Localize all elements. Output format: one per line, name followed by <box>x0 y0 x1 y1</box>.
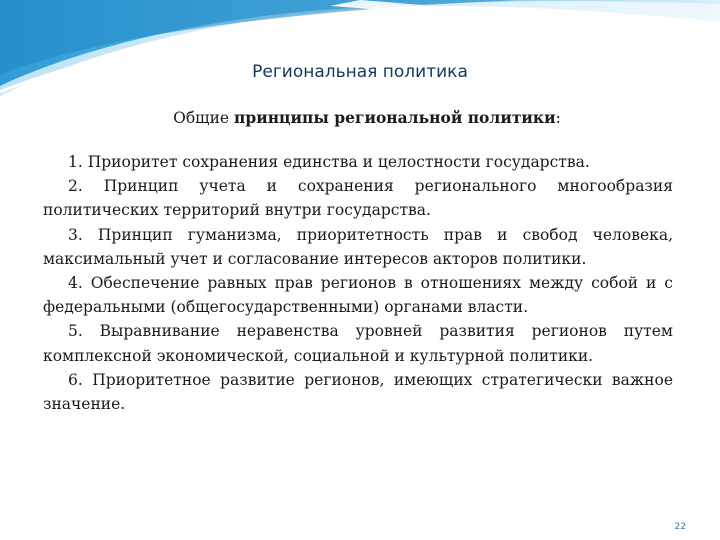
subtitle-suffix: : <box>555 109 561 127</box>
principle-item-4: 4. Обеспечение равных прав регионов в отношениях между собой и с федеральными (общегосударственными) органами власти. <box>43 274 673 317</box>
subtitle-bold: принципы региональной политики <box>234 108 556 127</box>
principle-item-2: 2. Принцип учета и сохранения регионального многообразия политических территорий внутри государства. <box>43 177 673 220</box>
subtitle-prefix: Общие <box>173 109 235 127</box>
principle-item-1: 1. Приоритет сохранения единства и целостности государства. <box>68 153 590 171</box>
principle-item-5: 5. Выравнивание неравенства уровней развития регионов путем комплексной экономической, социальной и культурной политики. <box>43 322 673 365</box>
slide-title: Региональная политика <box>252 62 468 82</box>
principle-item-3: 3. Принцип гуманизма, приоритетность прав и свобод человека, максимальный учет и согласование интересов акторов политики. <box>43 225 673 268</box>
header-wave-decoration <box>0 0 720 120</box>
slide-subtitle <box>0 108 720 127</box>
principles-list <box>43 150 673 416</box>
principle-item-6: 6. Приоритетное развитие регионов, имеющих стратегически важное значение. <box>43 370 673 414</box>
page-number: 22 <box>674 522 686 532</box>
